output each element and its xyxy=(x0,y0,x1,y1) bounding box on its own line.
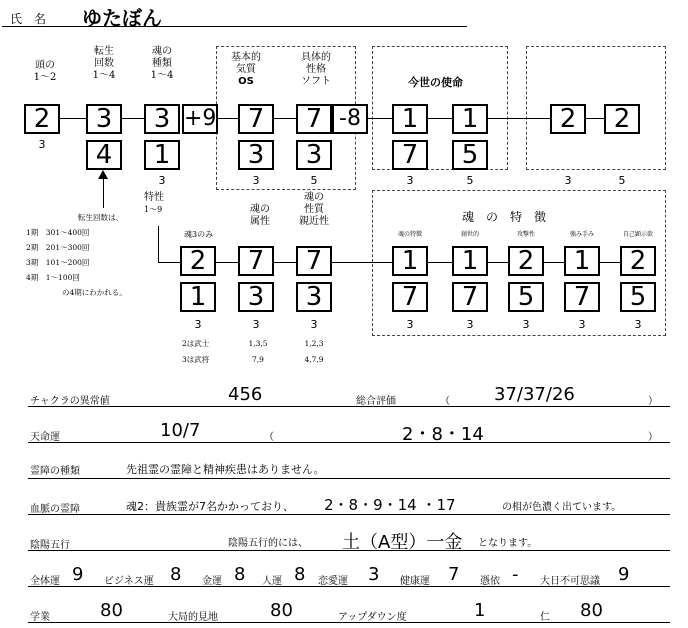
feature2-sub: 3 xyxy=(466,318,474,331)
connector xyxy=(486,118,550,119)
trait-label: 特性 1〜9 xyxy=(144,192,164,214)
luck-value: 9 xyxy=(618,564,630,585)
connector xyxy=(120,118,146,119)
soul3-note: 2は武士 3は武将 xyxy=(182,339,210,364)
inyo-value: 土（A型）一金 xyxy=(342,532,463,553)
feature1-bottom-box: 7 xyxy=(392,282,428,312)
luck-value: - xyxy=(512,564,519,585)
feature1-sub: 3 xyxy=(406,318,414,331)
jin-label: 仁 xyxy=(540,612,550,623)
attribute-bottom-box: 3 xyxy=(238,282,274,312)
study-label: 学業 xyxy=(30,612,50,623)
total-value: 37/37/26 xyxy=(494,384,575,405)
nature-sub: 3 xyxy=(310,318,318,331)
soul-type-top-box: 3 xyxy=(144,104,180,134)
nature-bottom-box: 3 xyxy=(296,282,332,312)
feature4-top-box: 1 xyxy=(564,246,600,276)
luck-row xyxy=(28,564,670,587)
final1-box: 2 xyxy=(550,104,586,134)
luck-value: 7 xyxy=(448,564,460,585)
luck-label: 人運 xyxy=(262,576,282,587)
connector xyxy=(366,118,392,119)
final1-sub: 3 xyxy=(564,174,572,187)
luck-value: 8 xyxy=(234,564,246,585)
feature4-sub: 3 xyxy=(578,318,586,331)
soul-type-label: 魂の 種類 1〜4 xyxy=(150,46,174,81)
soul3-sub: 3 xyxy=(194,318,202,331)
luck-value: 9 xyxy=(72,564,84,585)
reincarnation-bottom-box: 4 xyxy=(86,140,122,170)
final2-box: 2 xyxy=(604,104,640,134)
features-title: 魂 の 特 徴 xyxy=(462,210,547,224)
mission2-bottom-box: 5 xyxy=(452,140,488,170)
mission1-top-box: 1 xyxy=(392,104,428,134)
feature-label: 自己顕示欲 xyxy=(622,231,653,238)
attribute-top-box: 7 xyxy=(238,246,274,276)
ketsumyaku-prefix: 魂2：貴族霊が7名かかっており、 xyxy=(126,500,294,513)
feature-label: 魂の特徴 xyxy=(397,231,422,238)
arrow-up-icon xyxy=(98,170,108,179)
total-close: ） xyxy=(648,396,658,407)
connector xyxy=(60,118,86,119)
chakra-label: チャクラの異常値 xyxy=(30,396,110,407)
specific-sub: 5 xyxy=(310,174,318,187)
connector xyxy=(600,262,620,263)
feature1-top-box: 1 xyxy=(392,246,428,276)
nature-top-box: 7 xyxy=(296,246,332,276)
feature3-sub: 3 xyxy=(522,318,530,331)
updown-value: 1 xyxy=(474,600,486,621)
study-value: 80 xyxy=(100,600,123,621)
feature-label: 強み手み xyxy=(569,231,594,238)
head-sub: 3 xyxy=(38,138,46,151)
header-underline xyxy=(2,26,467,27)
tenmei-open: （ xyxy=(264,432,274,443)
connector xyxy=(488,262,508,263)
reincarnation-label: 転生 回数 1〜4 xyxy=(92,46,116,81)
trait-connector xyxy=(158,262,180,263)
luck-value: 8 xyxy=(294,564,306,585)
luck-label: 憑依 xyxy=(480,576,500,587)
head-box: 2 xyxy=(24,104,60,134)
nature-note: 1,2,3 4,7,9 xyxy=(304,339,324,364)
inyo-suffix: となります。 xyxy=(478,538,538,549)
feature3-bottom-box: 5 xyxy=(508,282,544,312)
basic-sub: 3 xyxy=(252,174,260,187)
jin-value: 80 xyxy=(580,600,603,621)
feature5-sub: 3 xyxy=(634,318,642,331)
feature2-top-box: 1 xyxy=(452,246,488,276)
reincarnation-arrow-line xyxy=(103,178,104,208)
basic-top-box: 7 xyxy=(238,104,274,134)
study-row xyxy=(28,600,670,623)
soul3-label: 魂3のみ xyxy=(184,230,214,239)
connector xyxy=(216,262,238,263)
connector xyxy=(584,118,604,119)
trait-connector xyxy=(158,226,159,262)
ketsumyaku-label: 血脈の霊障 xyxy=(30,504,80,515)
connector xyxy=(544,262,564,263)
total-label: 総合評価 xyxy=(356,396,396,407)
connector xyxy=(332,262,392,263)
connector xyxy=(272,118,296,119)
luck-value: 8 xyxy=(170,564,182,585)
soul3-bottom-box: 1 xyxy=(180,282,216,312)
tenmei-value: 10/7 xyxy=(160,420,201,441)
final-frame xyxy=(526,46,666,170)
luck-label: 大日不可思議 xyxy=(540,576,600,587)
name-label: 氏 名 xyxy=(10,12,47,26)
feature2-bottom-box: 7 xyxy=(452,282,488,312)
feature-label: 攻撃性 xyxy=(516,231,535,238)
tenmei-close: ） xyxy=(648,432,658,443)
feature-label: 創世的 xyxy=(460,231,479,238)
person-name: ゆたぼん xyxy=(82,6,162,30)
view-value: 80 xyxy=(270,600,293,621)
ketsumyaku-suffix: の相が色濃く出ています。 xyxy=(502,502,622,513)
chakra-value: 456 xyxy=(228,384,263,405)
minus-modifier-box: -8 xyxy=(332,104,368,134)
specific-bottom-box: 3 xyxy=(296,140,332,170)
basic-label: 基本的 気質 OS xyxy=(231,52,261,87)
attribute-label: 魂の 属性 xyxy=(250,204,270,227)
soul-type-sub: 3 xyxy=(158,174,166,187)
specific-top-box: 7 xyxy=(296,104,332,134)
reisho-row xyxy=(28,456,670,479)
mission2-top-box: 1 xyxy=(452,104,488,134)
view-label: 大局的見地 xyxy=(168,612,218,623)
connector xyxy=(428,262,452,263)
mission1-sub: 3 xyxy=(406,174,414,187)
plus-modifier-box: +9 xyxy=(182,104,218,134)
specific-label: 具体的 性格 ソフト xyxy=(301,52,331,87)
feature5-top-box: 2 xyxy=(620,246,656,276)
connector xyxy=(218,118,238,119)
total-open: （ xyxy=(440,396,450,407)
chakra-row xyxy=(28,384,670,407)
updown-label: アップダウン度 xyxy=(338,612,407,623)
ketsumyaku-row xyxy=(28,492,670,515)
luck-label: 恋愛運 xyxy=(318,576,348,587)
inyo-row xyxy=(28,528,670,551)
nature-label: 魂の 性質 親近性 xyxy=(299,192,329,227)
feature4-bottom-box: 7 xyxy=(564,282,600,312)
reincarnation-top-box: 3 xyxy=(86,104,122,134)
luck-label: ビジネス運 xyxy=(104,576,154,587)
feature3-top-box: 2 xyxy=(508,246,544,276)
reisho-value: 先祖霊の霊障と精神疾患はありません。 xyxy=(126,463,325,476)
inyo-label: 陰陽五行 xyxy=(30,540,70,551)
mission-title: 今世の使命 xyxy=(408,76,463,89)
head-label: 頭の 1〜2 xyxy=(33,60,57,83)
final2-sub: 5 xyxy=(618,174,626,187)
mission1-bottom-box: 7 xyxy=(392,140,428,170)
attribute-sub: 3 xyxy=(252,318,260,331)
luck-label: 全体運 xyxy=(30,576,60,587)
inyo-prefix: 陰陽五行的には、 xyxy=(228,538,308,549)
ketsumyaku-numbers: 2・8・9・14 ・17 xyxy=(324,496,456,514)
tenmei-detail: 2・8・14 xyxy=(402,424,484,445)
connector xyxy=(274,262,296,263)
reincarnation-note: 転生回数は、 1期 301〜400回 2期 201〜300回 3期 101〜200回 4期 1〜100回 の4期にわかれる。 xyxy=(26,213,127,297)
tenmei-label: 天命運 xyxy=(30,432,60,443)
soul3-top-box: 2 xyxy=(180,246,216,276)
basic-bottom-box: 3 xyxy=(238,140,274,170)
connector xyxy=(426,118,452,119)
soul-type-bottom-box: 1 xyxy=(144,140,180,170)
attribute-note: 1,3,5 7,9 xyxy=(248,339,268,364)
feature5-bottom-box: 5 xyxy=(620,282,656,312)
luck-label: 金運 xyxy=(202,576,222,587)
luck-label: 健康運 xyxy=(400,576,430,587)
tenmei-row xyxy=(28,420,670,443)
luck-value: 3 xyxy=(368,564,380,585)
reisho-label: 霊障の種類 xyxy=(30,466,80,477)
mission2-sub: 5 xyxy=(466,174,474,187)
